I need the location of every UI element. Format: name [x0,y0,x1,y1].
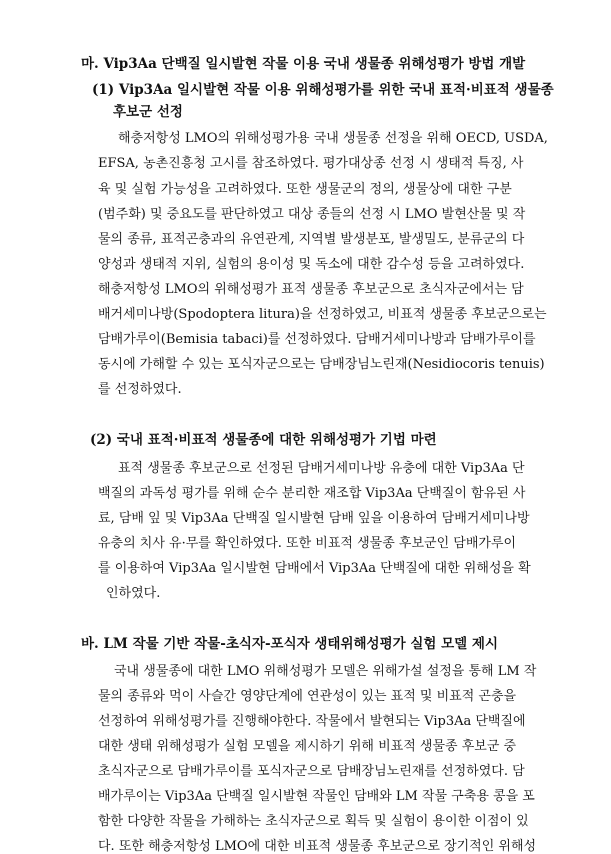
para2-line: 유충의 치사 유·무를 확인하였다. 또한 비표적 생물종 후보군인 담배가루이 [98,536,517,551]
para3-line: 함한 다양한 작물을 가해하는 초식자군으로 획득 및 실험이 용이한 이점이 있 [98,814,529,829]
para3-line: 대한 생태 위해성평가 실험 모델을 제시하기 위해 비표적 생물종 후보군 중 [98,739,517,754]
para2-line: 표적 생물종 후보군으로 선정된 담배거세미나방 유충에 대한 Vip3Aa 단 [118,461,525,476]
para3-line: 다. 또한 해충저항성 LMO에 대한 비표적 생물종 후보군으로 장기적인 위해성 [98,839,537,854]
para3-line: 물의 종류와 먹이 사슬간 영양단계에 연관성이 있는 표적 및 비표적 곤충을 [98,689,517,704]
para1-line: (범주화) 및 중요도를 판단하였고 대상 종들의 선정 시 LMO 발현산물 및 작 [98,207,526,222]
para2-line: 인하였다. [106,586,161,601]
para1-line: 육 및 실험 가능성을 고려하였다. 또한 생물군의 정의, 생물상에 대한 구분 [98,182,512,197]
para1-line: 를 선정하였다. [98,382,182,397]
para1-line: 배거세미나방(Spodoptera litura)을 선정하였고, 비표적 생물종 후보군으로는 [98,307,547,322]
para1-line: 물의 종류, 표적곤충과의 유연관계, 지역별 발생분포, 발생밀도, 분류군의 다 [98,232,525,247]
sub1-heading-line2: 후보군 선정 [113,104,183,120]
para2-line: 료, 담배 잎 및 Vip3Aa 단백질 일시발현 담배 잎을 이용하여 담배거세미나방 [98,511,530,526]
sub1-heading-line1: (1) Vip3Aa 일시발현 작물 이용 위해성평가를 위한 국내 표적·비표적 생물종 [92,82,554,98]
para1-line: 해충저항성 LMO의 위해성평가 표적 생물종 후보군으로 초식자군에서는 담 [98,282,524,297]
sub2-heading: (2) 국내 표적·비표적 생물종에 대한 위해성평가 기법 마련 [90,432,437,448]
para1-line: 담배가루이(Bemisia tabaci)를 선정하였다. 담배거세미나방과 담배가루이를 [98,332,536,347]
para1-line: 동시에 가해할 수 있는 포식자군으로는 담배장님노린재(Nesidiocoris tenuis) [98,357,545,372]
para1-line: 해충저항성 LMO의 위해성평가용 국내 생물종 선정을 위해 OECD, USDA, [118,131,548,146]
section-ba-heading: 바. LM 작물 기반 작물-초식자-포식자 생태위해성평가 실험 모델 제시 [81,636,499,652]
para1-line: 양성과 생태적 지위, 실험의 용이성 및 독소에 대한 감수성 등을 고려하였다. [98,257,525,272]
para3-line: 국내 생물종에 대한 LMO 위해성평가 모델은 위해가설 설정을 통해 LM 작 [114,664,537,679]
section-ma-heading: 마. Vip3Aa 단백질 일시발현 작물 이용 국내 생물종 위해성평가 방법 개발 [81,56,526,72]
para1-line: EFSA, 농촌진흥청 고시를 참조하였다. 평가대상종 선정 시 생태적 특징, 사 [98,156,524,171]
para2-line: 백질의 과독성 평가를 위해 순수 분리한 재조합 Vip3Aa 단백질이 함유된 사 [98,486,526,501]
para3-line: 배가루이는 Vip3Aa 단백질 일시발현 작물인 담배와 LM 작물 구축용 콩을 포 [98,789,535,804]
para3-line: 초식자군으로 담배가루이를 포식자군으로 담배장님노린재를 선정하였다. 담 [98,764,525,779]
para3-line: 선정하여 위해성평가를 진행해야한다. 작물에서 발현되는 Vip3Aa 단백질에 [98,714,526,729]
para2-line: 를 이용하여 Vip3Aa 일시발현 담배에서 Vip3Aa 단백질에 대한 위해성을 확 [98,561,531,576]
